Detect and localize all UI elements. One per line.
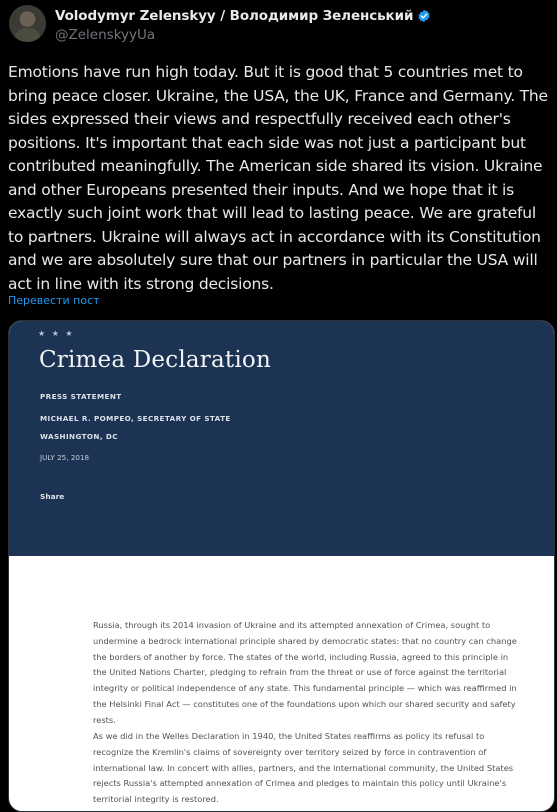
document-header — [9, 321, 554, 556]
share-control — [40, 492, 64, 501]
document-paragraph-2: As we did in the Welles Declaration in 1940, the United States reaffirms as policy its refusal to recognize the Kremlin's claims of sovereignty over territory seized by force in contravention of international law. In concert with allies, partners, and the international community, the United States rejects Russia's attempted annexation of Crimea and pledges to maintain this policy until Ukraine's territorial integrity is restored. — [93, 731, 514, 805]
translate-post-link[interactable]: Перевести пост — [8, 294, 100, 307]
attached-image[interactable] — [8, 320, 555, 812]
verified-badge-icon — [417, 9, 431, 23]
document-title: Crimea Declaration — [39, 347, 271, 373]
document-type: PRESS STATEMENT — [40, 392, 122, 401]
tweet-text: Emotions have run high today. But it is good that 5 countries met to bring peace closer. Ukraine, the USA, the UK, France and Germany. The sides expressed their views and respectfully received each other's positions. It's important that each side was not just a participant but contributed meaningfully. The American side shared its vision. Ukraine and other Europeans presented their inputs. And we hope that it is exactly such joint work that will lead to lasting peace. We are grateful to partners. Ukraine will always act in accordance with its Constitution and we are absolutely sure that our partners in particular the USA will act in line with its strong decisions. — [8, 63, 548, 293]
author-avatar[interactable] — [9, 5, 46, 42]
tweet-header — [0, 0, 557, 50]
document-date: JULY 25, 2018 — [40, 453, 90, 462]
author-name-row — [55, 7, 431, 25]
author-display-name[interactable]: Volodymyr Zelenskyy / Володимир Зеленський — [55, 8, 414, 24]
stars-decoration: ★ ★ ★ — [38, 329, 75, 338]
author-handle[interactable]: @ZelenskyyUa — [55, 27, 156, 43]
document-paragraph-1: Russia, through its 2014 invasion of Ukraine and its attempted annexation of Crimea, sought to undermine a bedrock international principle shared by democratic states: that no country can change the borders of another by force. The states of the world, including Russia, agreed to this principle in the United Nations Charter, pledging to refrain from the threat or use of force against the territorial integrity or political independence of any state. This fundamental principle — which was reaffirmed in the Helsinki Final Act — constitutes one of the foundations upon which our shared security and safety rests. — [93, 620, 517, 725]
document-author: MICHAEL R. POMPEO, SECRETARY OF STATE — [40, 414, 231, 423]
share-label: Share — [40, 492, 65, 501]
document-location: WASHINGTON, DC — [40, 432, 118, 441]
